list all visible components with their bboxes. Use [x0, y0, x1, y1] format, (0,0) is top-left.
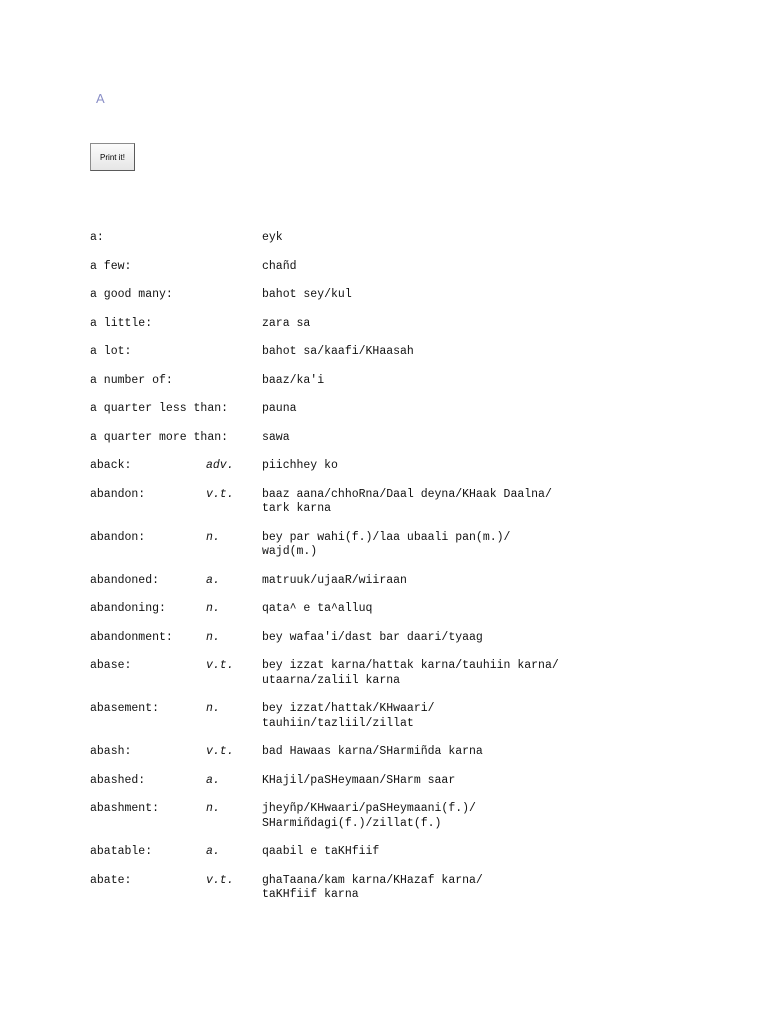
entry-translation: jheyñp/KHwaari/paSHeymaani(f.)/ SHarmiñdagi(f.)/zillat(f.) [262, 802, 476, 830]
entry-part-of-speech: n. [206, 602, 220, 615]
dictionary-entry [90, 231, 730, 246]
dictionary-entry [90, 431, 730, 446]
dictionary-entry [90, 288, 730, 303]
dictionary-entry [90, 631, 730, 646]
dictionary-entry [90, 602, 730, 617]
entry-headword: abandoning: [90, 602, 166, 615]
entry-headword: a number of: [90, 373, 173, 387]
dictionary-entry [90, 745, 730, 760]
entry-headword: abandoned: [90, 573, 160, 587]
entry-translation: qaabil e taKHfiif [262, 845, 380, 858]
entry-translation: zara sa [262, 316, 311, 330]
entry-translation: baaz/ka'i [262, 373, 325, 387]
entry-translation: pauna [262, 402, 297, 415]
entry-translation: sawa [262, 430, 290, 444]
entry-headword: aback: [90, 459, 132, 472]
dictionary-entries [90, 231, 730, 903]
dictionary-entry [90, 402, 730, 417]
dictionary-entry [90, 774, 730, 789]
entry-headword: a quarter less than: [90, 402, 229, 415]
print-button[interactable]: Print it! [90, 143, 135, 171]
entry-translation: bey wafaa'i/dast bar daari/tyaag [262, 630, 483, 644]
entry-part-of-speech: a. [206, 773, 220, 787]
dictionary-entry [90, 531, 730, 560]
dictionary-entry [90, 574, 730, 589]
entry-headword: abandon: [90, 530, 146, 544]
entry-translation: piichhey ko [262, 459, 338, 472]
entry-headword: abasement: [90, 702, 160, 715]
entry-headword: abashment: [90, 802, 160, 815]
entry-headword: a few: [90, 259, 132, 273]
entry-headword: a little: [90, 316, 153, 330]
entry-translation: chañd [262, 259, 297, 273]
entry-headword: a quarter more than: [90, 430, 229, 444]
entry-part-of-speech: v.t. [206, 487, 234, 501]
entry-translation: eyk [262, 231, 283, 244]
entry-translation: bey izzat/hattak/KHwaari/ tauhiin/tazliil/zillat [262, 702, 435, 730]
entry-headword: abash: [90, 745, 132, 758]
dictionary-entry [90, 488, 730, 517]
dictionary-entry [90, 374, 730, 389]
entry-headword: abandon: [90, 487, 146, 501]
entry-part-of-speech: n. [206, 530, 220, 544]
entry-headword: abandonment: [90, 630, 173, 644]
entry-headword: a lot: [90, 345, 132, 358]
entry-translation: bey par wahi(f.)/laa ubaali pan(m.)/ wajd(m.) [262, 530, 511, 558]
dictionary-entry [90, 845, 730, 860]
entry-part-of-speech: n. [206, 802, 220, 815]
entry-translation: bad Hawaas karna/SHarmiñda karna [262, 745, 483, 758]
entry-part-of-speech: v.t. [206, 745, 234, 758]
entry-headword: abatable: [90, 845, 153, 858]
entry-translation: qata^ e ta^alluq [262, 602, 373, 615]
entry-part-of-speech: a. [206, 845, 220, 858]
entry-headword: a: [90, 231, 104, 244]
entry-part-of-speech: v.t. [206, 659, 234, 672]
entry-headword: abase: [90, 659, 132, 672]
entry-translation: baaz aana/chhoRna/Daal deyna/KHaak Daalna/ tark karna [262, 487, 552, 515]
dictionary-entry [90, 459, 730, 474]
letter-a-link[interactable]: A [96, 91, 105, 106]
dictionary-entry [90, 702, 730, 731]
entry-translation: ghaTaana/kam karna/KHazaf karna/ taKHfiif karna [262, 873, 483, 901]
dictionary-entry [90, 345, 730, 360]
entry-headword: abashed: [90, 773, 146, 787]
entry-part-of-speech: n. [206, 630, 220, 644]
entry-headword: a good many: [90, 288, 173, 301]
dictionary-entry [90, 659, 730, 688]
entry-translation: KHajil/paSHeymaan/SHarm saar [262, 773, 456, 787]
entry-translation: bahot sa/kaafi/KHaasah [262, 345, 414, 358]
entry-part-of-speech: a. [206, 573, 220, 587]
entry-part-of-speech: adv. [206, 459, 234, 472]
dictionary-entry [90, 317, 730, 332]
entry-headword: abate: [90, 873, 132, 887]
dictionary-entry [90, 874, 730, 903]
entry-part-of-speech: v.t. [206, 873, 234, 887]
entry-translation: bey izzat karna/hattak karna/tauhiin karna/ utaarna/zaliil karna [262, 659, 559, 687]
dictionary-entry [90, 802, 730, 831]
dictionary-entry [90, 260, 730, 275]
entry-part-of-speech: n. [206, 702, 220, 715]
entry-translation: bahot sey/kul [262, 288, 352, 301]
entry-translation: matruuk/ujaaR/wiiraan [262, 573, 407, 587]
